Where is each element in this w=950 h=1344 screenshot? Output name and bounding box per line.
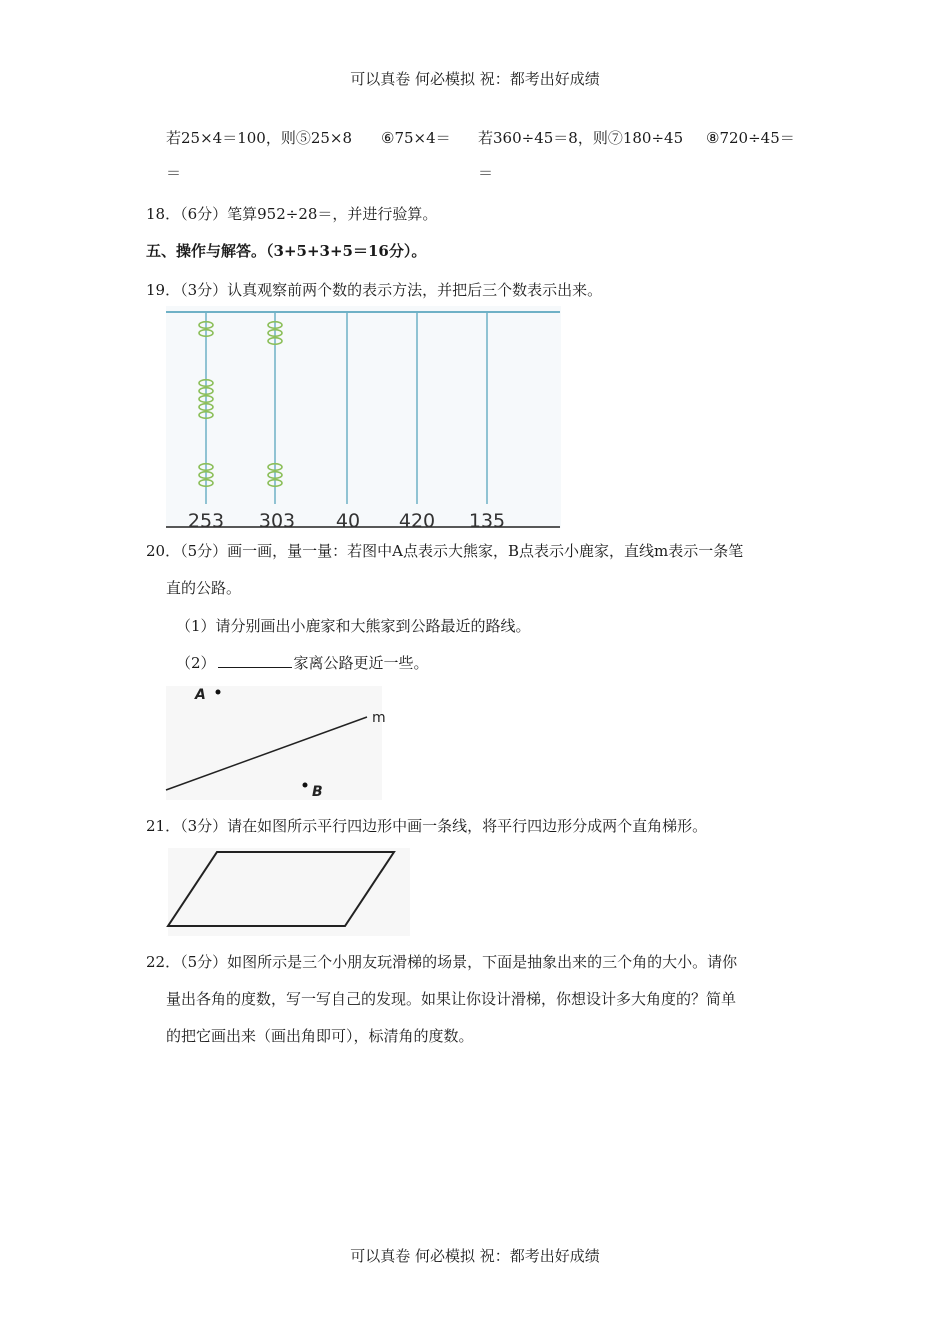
abacus-label-1: 253	[187, 510, 225, 532]
q17-left-part2: ⑥75×4＝	[381, 129, 451, 147]
abacus-label-5: 135	[468, 510, 506, 532]
question-22-line2: 量出各角的度数，写一写自己的发现。如果让你设计滑梯，你想设计多大角度的？简单	[166, 990, 737, 1008]
q17-right-line1: 若360÷45＝8，则⑦180÷45	[478, 129, 684, 147]
label-a: A	[195, 687, 206, 703]
question-20-sub2	[176, 653, 429, 673]
page-header: 可以真卷 何必模拟 祝：都考出好成绩	[350, 70, 600, 88]
q17-right-part2: ⑧720÷45＝	[706, 129, 795, 147]
question-19: 19．（3分）认真观察前两个数的表示方法，并把后三个数表示出来。	[146, 281, 603, 299]
abacus-label-3: 40	[335, 510, 361, 532]
q17-right-line2: ＝	[478, 164, 494, 182]
point-b	[303, 783, 308, 788]
question-20-line1: 20．（5分）画一画，量一量：若图中A点表示大熊家，B点表示小鹿家，直线m表示一条笔	[146, 542, 744, 560]
abacus-label-4: 420	[398, 510, 436, 532]
sub2-prefix: （2）	[176, 654, 216, 672]
question-18: 18．（6分）笔算952÷28＝，并进行验算。	[146, 205, 438, 223]
question-20-sub1: （1）请分别画出小鹿家和大熊家到公路最近的路线。	[176, 617, 531, 635]
page-footer: 可以真卷 何必模拟 祝：都考出好成绩	[350, 1247, 600, 1265]
question-22-line3: 的把它画出来（画出角即可），标清角的度数。	[166, 1027, 474, 1045]
section-5-title: 五、操作与解答。（3+5+3+5＝16分）。	[146, 242, 427, 260]
q17-left-line1: 若25×4＝100，则⑤25×8	[166, 129, 353, 147]
question-22-line1: 22．（5分）如图所示是三个小朋友玩滑梯的场景，下面是抽象出来的三个角的大小。请你	[146, 953, 738, 971]
question-21: 21．（3分）请在如图所示平行四边形中画一条线，将平行四边形分成两个直角梯形。	[146, 817, 708, 835]
abacus-figure	[160, 306, 565, 532]
q17-left-line2: ＝	[166, 164, 182, 182]
label-m: m	[372, 710, 386, 726]
abacus-label-2: 303	[258, 510, 296, 532]
road-figure	[160, 684, 390, 802]
question-20-line2: 直的公路。	[166, 579, 242, 597]
sub2-suffix: 家离公路更近一些。	[293, 654, 429, 672]
label-b: B	[312, 784, 323, 800]
parallelogram-figure	[164, 846, 412, 938]
answer-blank[interactable]	[218, 653, 292, 668]
point-a	[216, 690, 221, 695]
